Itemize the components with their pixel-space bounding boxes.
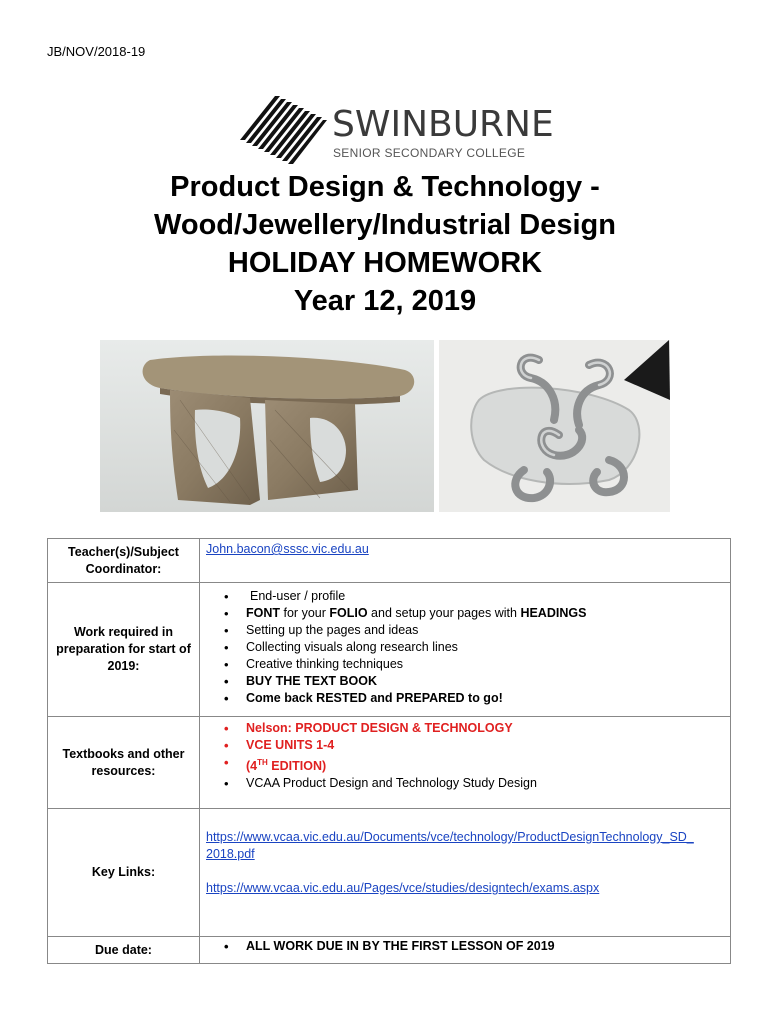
- list-item: • Creative thinking techniques: [200, 656, 730, 673]
- list-item: • Setting up the pages and ideas: [200, 622, 730, 639]
- work-required-row: [48, 583, 731, 717]
- exams-link[interactable]: https://www.vcaa.vic.edu.au/Pages/vce/studies/designtech/exams.aspx: [206, 881, 600, 895]
- school-logo: [237, 96, 554, 166]
- list-item: • End-user / profile: [200, 588, 730, 605]
- fork-ring-image: [439, 340, 670, 512]
- list-item: • VCAA Product Design and Technology Study Design: [200, 775, 730, 792]
- list-item: • VCE UNITS 1-4: [200, 737, 730, 754]
- list-item: • Collecting visuals along research lines: [200, 639, 730, 656]
- teacher-email-link[interactable]: John.bacon@sssc.vic.edu.au: [206, 542, 369, 556]
- list-item: • FONT for your FOLIO and setup your pages with HEADINGS: [200, 605, 730, 622]
- title-line-1: Product Design & Technology -: [170, 171, 600, 203]
- due-date-row: [48, 937, 731, 964]
- due-date-cell: [200, 937, 731, 964]
- list-item: • Come back RESTED and PREPARED to go!: [200, 690, 730, 707]
- teacher-row: [48, 539, 731, 583]
- textbooks-label: Textbooks and other resources:: [48, 717, 200, 809]
- logo-subtitle: SENIOR SECONDARY COLLEGE: [333, 146, 526, 160]
- key-links-cell: [200, 809, 731, 937]
- textbooks-row: [48, 717, 731, 809]
- textbooks-list-cell: [200, 717, 731, 809]
- fork-ring-photo: [439, 340, 670, 512]
- list-item: • (4TH EDITION): [200, 754, 730, 775]
- document-reference: JB/NOV/2018-19: [47, 44, 146, 59]
- due-date-list: [200, 938, 730, 955]
- textbooks-list: [200, 720, 730, 792]
- document-title: [0, 168, 770, 320]
- key-links-row: [48, 809, 731, 937]
- logo-stripes-icon: [237, 96, 327, 164]
- key-links-label: Key Links:: [48, 809, 200, 937]
- list-item: • BUY THE TEXT BOOK: [200, 673, 730, 690]
- due-date-label: Due date:: [48, 937, 200, 964]
- homework-info-table: [47, 538, 731, 964]
- teacher-label: Teacher(s)/Subject Coordinator:: [48, 539, 200, 583]
- list-item: • ALL WORK DUE IN BY THE FIRST LESSON OF 2019: [200, 938, 730, 955]
- study-design-link[interactable]: https://www.vcaa.vic.edu.au/Documents/vce/technology/ProductDesignTechnology_SD_ 2018.pdf: [206, 830, 694, 861]
- work-required-list: [200, 588, 730, 707]
- title-line-4: Year 12, 2019: [293, 285, 477, 317]
- wood-table-photo: [100, 340, 434, 512]
- work-required-list-cell: [200, 583, 731, 717]
- teacher-value: [200, 539, 731, 583]
- logo-name: SWINBURNE: [332, 104, 554, 145]
- title-line-3: HOLIDAY HOMEWORK: [227, 247, 543, 279]
- wood-table-image: [100, 340, 434, 512]
- title-line-2: Wood/Jewellery/Industrial Design: [154, 209, 616, 241]
- list-item: • Nelson: PRODUCT DESIGN & TECHNOLOGY: [200, 720, 730, 737]
- work-required-label: Work required in preparation for start of 2019:: [48, 583, 200, 717]
